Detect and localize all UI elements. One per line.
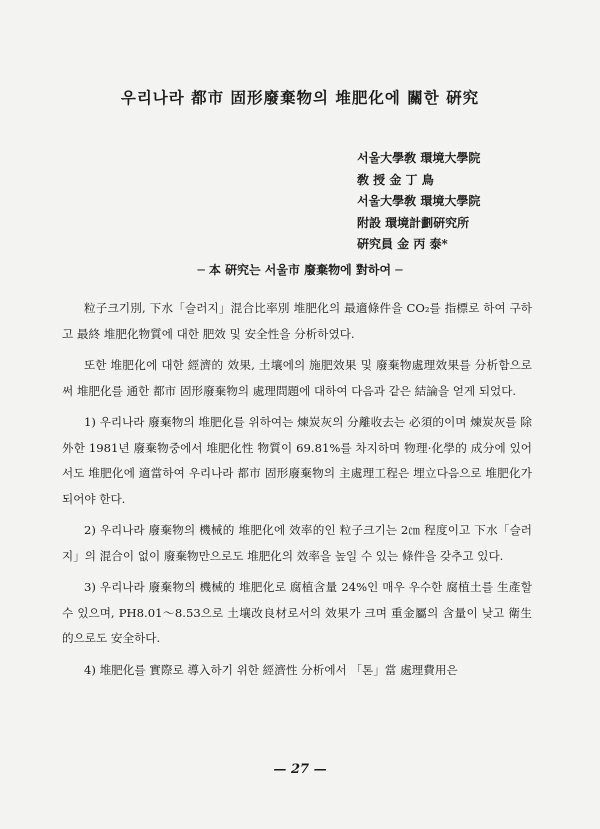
paper-title: 우리나라 都市 固形廢棄物의 堆肥化에 關한 硏究 xyxy=(120,88,480,107)
conclusion-item-2: 2) 우리나라 廢棄物의 機械的 堆肥化에 效率的인 粒子크기는 2㎝ 程度이고 下水「슬러지」의 混合이 없이 廢棄物만으로도 堆肥化의 效率을 높일 수 있는 條件을 갖추고 있다. xyxy=(62,523,532,563)
author-name-1: 敎 授 金 丁 鳥 xyxy=(357,172,434,187)
author-affiliation-1: 서울大學敎 環境大學院 xyxy=(357,151,481,165)
author-affiliation-3: 附設 環境計劃硏究所 xyxy=(357,215,470,230)
author-block xyxy=(357,148,557,256)
conclusion-item-1: 1) 우리나라 廢棄物의 堆肥化를 위하여는 煉炭灰의 分離收去는 必須的이며 煉炭灰를 除外한 1981년 廢棄物중에서 堆肥化性 物質이 69.81%를 차지하며 物理·化學的 成分에 있어서도 堆肥化에 適當하여 우리나라 都市 固形廢棄物의 主處理工程은 埋立다음으로 堆肥化가 되어야 한다. xyxy=(62,415,532,506)
paper-subtitle: ─ 本 硏究는 서울市 廢棄物에 對하여 ─ xyxy=(197,263,403,277)
abstract-body xyxy=(62,296,532,689)
conclusion-item-3: 3) 우리나라 廢棄物의 機械的 堆肥化로 腐植含量 24%인 매우 우수한 腐植土를 生產할 수 있으며, PH8.01～8.53으로 土壤改良材로서의 效果가 크며 重金屬의 含量이 낮고 衛生的으로도 安全하다. xyxy=(62,580,532,645)
author-name-2: 硏究員 金 丙 泰* xyxy=(357,237,448,252)
paragraph-2: 또한 堆肥化에 대한 經濟的 效果, 土壤에의 施肥效果 및 廢棄物處理效果를 分析함으로써 堆肥化를 通한 都市 固形廢棄物의 處理問題에 대하여 다음과 같은 結論을 얻게 되었다. xyxy=(62,358,532,398)
paragraph-1: 粒子크기別, 下水「슬러지」混合比率別 堆肥化의 最適條件을 CO₂를 指標로 하여 구하고 最終 堆肥化物質에 대한 肥效 및 安全性을 分析하였다. xyxy=(62,301,532,341)
page-number: — 27 — xyxy=(273,762,327,777)
conclusion-item-4: 4) 堆肥化를 實際로 導入하기 위한 經濟性 分析에서 「톤」當 處理費用은 xyxy=(84,662,458,677)
author-affiliation-2: 서울大學敎 環境大學院 xyxy=(357,194,481,209)
